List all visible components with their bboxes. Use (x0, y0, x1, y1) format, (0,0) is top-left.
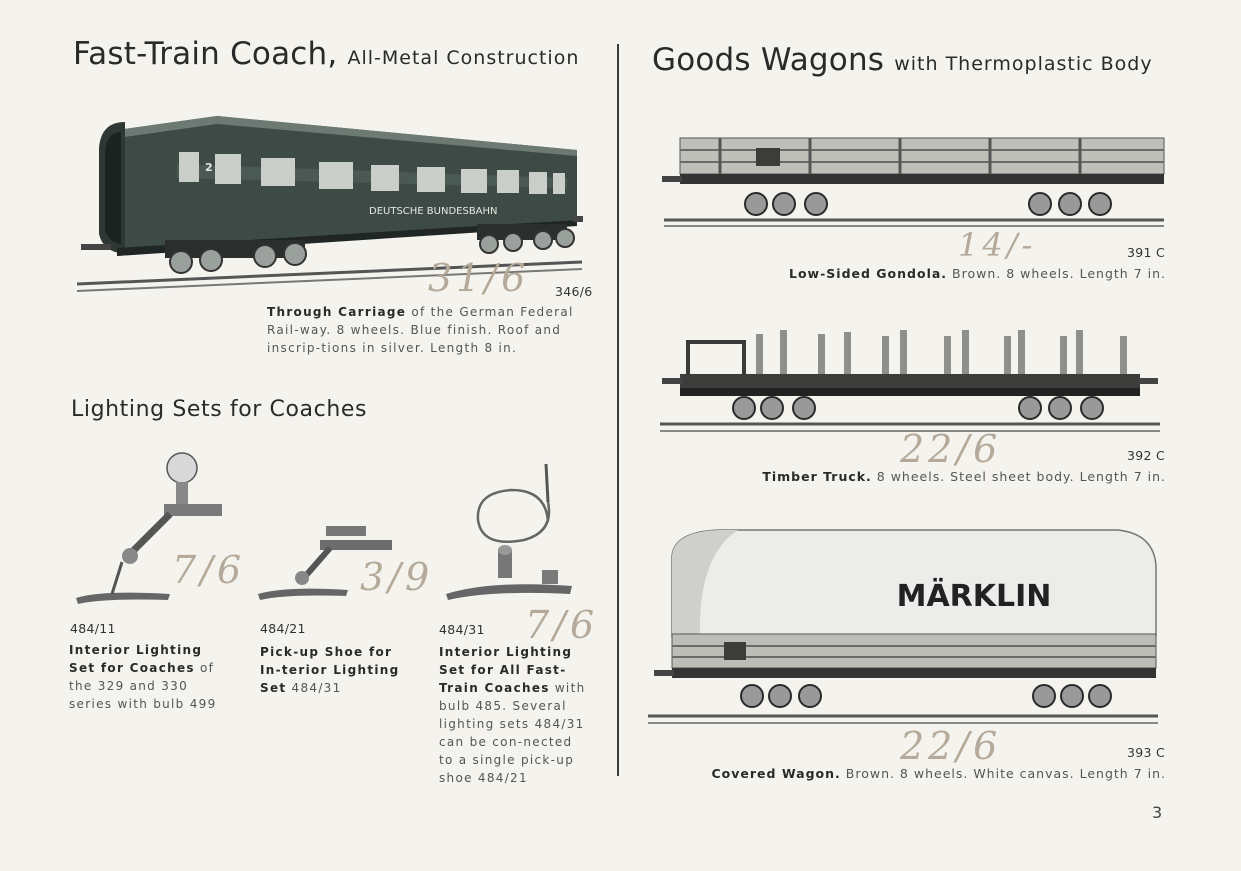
coach-class-numeral: 2 (205, 161, 213, 174)
coach-price-handwritten: 31/6 (428, 256, 530, 300)
page-divider (617, 44, 619, 776)
covered-wagon-caption (711, 766, 1166, 781)
goods-wagons-heading (652, 42, 1153, 78)
low-sided-gondola-price: 14/- (958, 226, 1037, 264)
lighting-set-484-31-details: with bulb 485. Several lighting sets 484/31 can be con-nected to a single pick-up shoe 484/21 (439, 681, 586, 785)
coach-item-code: 346/6 (555, 284, 593, 299)
timber-truck-caption (762, 469, 1166, 484)
lighting-set-484-31-code: 484/31 (439, 622, 485, 637)
lighting-set-484-11-title: Interior Lighting Set for Coaches (69, 643, 203, 675)
page-number: 3 (1152, 803, 1163, 822)
pickup-shoe-484-21-description (260, 643, 410, 697)
lighting-set-484-31-image (442, 462, 582, 604)
covered-wagon-code: 393 C (1126, 745, 1165, 760)
covered-wagon-image (648, 526, 1160, 732)
low-sided-gondola-title: Low-Sided Gondola. (789, 266, 948, 281)
covered-wagon-canvas-text: MÄRKLIN (896, 579, 1052, 614)
pickup-shoe-484-21-code: 484/21 (260, 621, 306, 636)
coach-description (267, 303, 589, 357)
low-sided-gondola-caption (789, 266, 1166, 281)
coach-heading-sub: All-Metal Construction (347, 47, 580, 69)
timber-truck-title: Timber Truck. (762, 469, 872, 484)
pickup-shoe-484-21-title: Pick-up Shoe for In-terior Lighting Set (260, 645, 400, 695)
low-sided-gondola-details: Brown. 8 wheels. Length 7 in. (947, 266, 1166, 281)
coach-inscription: DEUTSCHE BUNDESBAHN (369, 206, 498, 217)
coach-details: of the German Federal Rail-way. 8 wheels. Blue finish. Roof and inscrip-tions in silver. Length 8 in. (267, 305, 574, 355)
timber-truck-image (660, 328, 1160, 438)
lighting-heading: Lighting Sets for Coaches (71, 397, 368, 422)
low-sided-gondola-image (660, 136, 1166, 232)
covered-wagon-details: Brown. 8 wheels. White canvas. Length 7 in. (840, 766, 1166, 781)
lighting-set-484-11-code: 484/11 (70, 621, 116, 636)
goods-heading-sub: with Thermoplastic Body (894, 53, 1153, 75)
lighting-set-484-31-title: Interior Lighting Set for All Fast-Train Coaches (439, 645, 573, 695)
coach-heading-main: Fast-Train Coach, (73, 36, 338, 72)
timber-truck-details: 8 wheels. Steel sheet body. Length 7 in. (871, 469, 1166, 484)
lighting-set-484-11-description (69, 641, 219, 713)
lighting-set-484-11-price: 7/6 (172, 548, 246, 592)
lighting-set-484-11-details: of the 329 and 330 series with bulb 499 (69, 661, 217, 711)
lighting-set-484-31-price: 7/6 (525, 603, 599, 647)
covered-wagon-title: Covered Wagon. (711, 766, 841, 781)
goods-heading-main: Goods Wagons (652, 42, 885, 78)
covered-wagon-price: 22/6 (900, 724, 1002, 768)
pickup-shoe-484-21-price: 3/9 (360, 555, 434, 599)
coach-title: Through Carriage (267, 305, 407, 319)
low-sided-gondola-code: 391 C (1126, 245, 1165, 260)
timber-truck-code: 392 C (1126, 448, 1165, 463)
coach-heading (73, 36, 579, 72)
lighting-set-484-31-description (439, 643, 589, 787)
pickup-shoe-484-21-details: 484/31 (286, 681, 342, 695)
timber-truck-price: 22/6 (900, 427, 1002, 471)
